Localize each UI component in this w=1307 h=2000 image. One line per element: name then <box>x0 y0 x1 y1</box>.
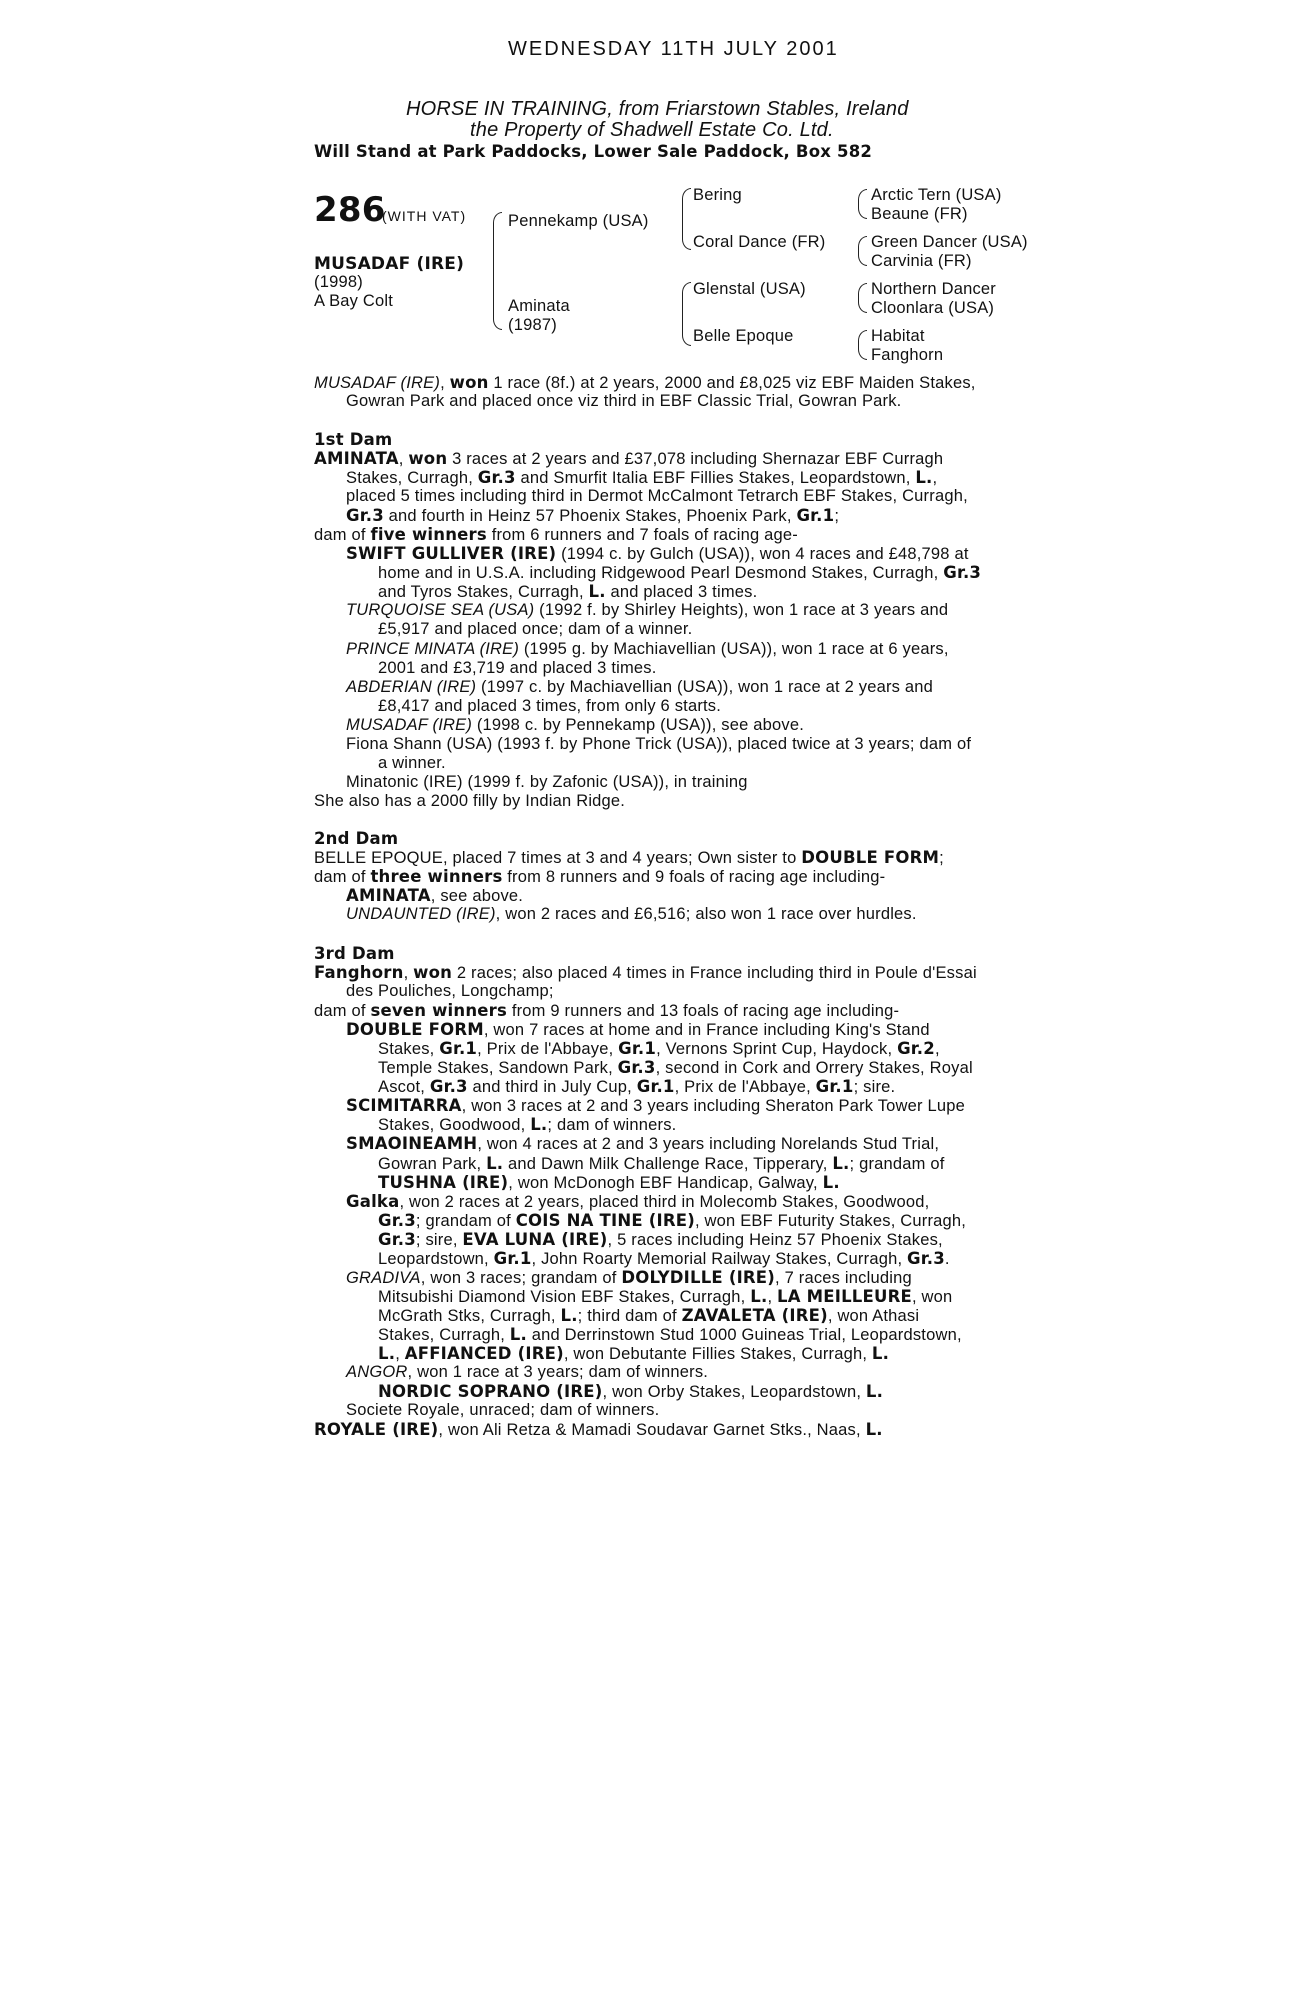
bold-term: Gr.3 <box>943 563 982 583</box>
pedigree-dsd: Cloonlara (USA) <box>871 299 995 317</box>
bold-term: SMAOINEAMH <box>346 1134 478 1154</box>
third-dam-heading: 3rd Dam <box>314 944 395 963</box>
italic-horse-name: UNDAUNTED (IRE) <box>346 905 496 924</box>
bold-term: five winners <box>370 525 487 545</box>
bold-term: won <box>413 963 453 982</box>
bold-term: three winners <box>370 867 503 887</box>
pedigree-sire-sire: Bering <box>693 186 742 204</box>
dam1-line: dam of five winners from 6 runners and 7 foals of racing age- <box>314 525 798 545</box>
dam3-line: Ascot, Gr.3 and third in July Cup, Gr.1, Prix de l'Abbaye, Gr.1; sire. <box>378 1077 896 1097</box>
dam3-line: Mitsubishi Diamond Vision EBF Stakes, Curragh, L., LA MEILLEURE, won <box>378 1286 953 1306</box>
dam2-line: UNDAUNTED (IRE), won 2 races and £6,516; also won 1 race over hurdles. <box>346 905 917 924</box>
bold-term: Gr.1 <box>796 506 835 526</box>
italic-horse-name: TURQUOISE SEA (USA) <box>346 601 535 620</box>
dam3-line: McGrath Stks, Curragh, L.; third dam of ZAVALETA (IRE), won Athasi <box>378 1305 920 1325</box>
dam3-line: DOUBLE FORM, won 7 races at home and in France including King's Stand <box>346 1020 930 1040</box>
horse-year: (1998) <box>314 273 363 291</box>
bold-term: Gr.3 <box>617 1058 656 1078</box>
bold-term: Gr.3 <box>378 1210 416 1230</box>
sale-date: WEDNESDAY 11TH JULY 2001 <box>508 38 839 60</box>
sire-dam-brace <box>493 212 502 330</box>
brace-4b <box>858 236 867 266</box>
bold-term: AMINATA <box>346 886 431 906</box>
bold-term: L. <box>865 1420 883 1440</box>
bold-term: DOUBLE FORM <box>801 848 940 867</box>
dam1-line: placed 5 times including third in Dermot McCalmont Tetrarch EBF Stakes, Curragh, <box>346 487 968 506</box>
dam1-line: £8,417 and placed 3 times, from only 6 starts. <box>378 696 722 715</box>
bold-term: L. <box>560 1305 578 1325</box>
bold-term: Gr.1 <box>493 1248 532 1268</box>
italic-horse-name: ANGOR <box>346 1363 408 1382</box>
dam3-line: Temple Stakes, Sandown Park, Gr.3, second in Cork and Orrery Stakes, Royal <box>378 1058 973 1078</box>
bold-term: seven winners <box>370 1001 508 1021</box>
dam1-line: 2001 and £3,719 and placed 3 times. <box>378 658 657 677</box>
bold-term: Gr.1 <box>618 1039 657 1059</box>
bold-term: Gr.3 <box>429 1077 468 1097</box>
property-line: the Property of Shadwell Estate Co. Ltd. <box>470 119 834 141</box>
bold-term: L. <box>822 1172 840 1192</box>
dam3-line: Stakes, Gr.1, Prix de l'Abbaye, Gr.1, Vernons Sprint Cup, Haydock, Gr.2, <box>378 1039 940 1059</box>
dam3-line: Stakes, Curragh, L. and Derrinstown Stud 1000 Guineas Trial, Leopardstown, <box>378 1324 962 1344</box>
brace-4d <box>858 330 867 360</box>
bold-term: Gr.1 <box>815 1077 854 1097</box>
bold-term: Galka <box>346 1191 400 1211</box>
bold-term: Gr.3 <box>346 506 384 526</box>
pedigree-ddd: Fanghorn <box>871 346 944 364</box>
bold-term: ROYALE (IRE) <box>314 1420 439 1440</box>
bold-term: L. <box>832 1153 850 1173</box>
dam1-line: SWIFT GULLIVER (IRE) (1994 c. by Gulch (USA)), won 4 races and £48,798 at <box>346 544 969 564</box>
intro-line-2: Gowran Park and placed once viz third in EBF Classic Trial, Gowran Park. <box>346 392 902 410</box>
dam3-line: L., AFFIANCED (IRE), won Debutante Fillies Stakes, Curragh, L. <box>378 1344 890 1363</box>
dam1-line: a winner. <box>378 753 446 772</box>
dam2-line: AMINATA, see above. <box>346 886 524 906</box>
dam3-line: SMAOINEAMH, won 4 races at 2 and 3 years including Norelands Stud Trial, <box>346 1134 940 1154</box>
dam-line-brace <box>682 282 691 346</box>
italic-horse-name: GRADIVA <box>346 1268 421 1287</box>
dam1-line: Minatonic (IRE) (1999 f. by Zafonic (USA)), in training <box>346 772 748 791</box>
intro-line-1: MUSADAF (IRE), won 1 race (8f.) at 2 years, 2000 and £8,025 viz EBF Maiden Stakes, <box>314 373 976 392</box>
bold-term: Gr.3 <box>907 1248 945 1268</box>
horse-in-training-line: HORSE IN TRAINING, from Friarstown Stables, Ireland <box>406 98 909 120</box>
dam3-line: Galka, won 2 races at 2 years, placed third in Molecomb Stakes, Goodwood, <box>346 1191 930 1211</box>
italic-horse-name: PRINCE MINATA (IRE) <box>346 639 520 658</box>
dam2-line: dam of three winners from 8 runners and 9 foals of racing age including- <box>314 867 886 887</box>
bold-term: L. <box>871 1344 890 1363</box>
pedigree-dam: Aminata <box>508 297 570 315</box>
pedigree-dss: Northern Dancer <box>871 280 996 298</box>
dam3-line: SCIMITARRA, won 3 races at 2 and 3 years including Sheraton Park Tower Lupe <box>346 1096 966 1116</box>
dam1-line: She also has a 2000 filly by Indian Ridge. <box>314 791 626 810</box>
dam3-line: Gr.3; grandam of COIS NA TINE (IRE), won EBF Futurity Stakes, Curragh, <box>378 1210 967 1230</box>
bold-term: SWIFT GULLIVER (IRE) <box>346 544 557 564</box>
dam1-line: AMINATA, won 3 races at 2 years and £37,078 including Shernazar EBF Curragh <box>314 449 944 468</box>
dam1-line: £5,917 and placed once; dam of a winner. <box>378 620 693 639</box>
bold-term: AMINATA <box>314 449 399 468</box>
dam1-line: Fiona Shann (USA) (1993 f. by Phone Trick (USA)), placed twice at 3 years; dam of <box>346 734 972 753</box>
dam1-line: Gr.3 and fourth in Heinz 57 Phoenix Stakes, Phoenix Park, Gr.1; <box>346 506 840 526</box>
bold-term: L. <box>588 582 606 602</box>
dam1-line: PRINCE MINATA (IRE) (1995 g. by Machiavellian (USA)), won 1 race at 6 years, <box>346 639 949 658</box>
bold-term: Gr.3 <box>477 468 516 488</box>
bold-term: Gr.1 <box>439 1039 478 1059</box>
bold-term: ZAVALETA (IRE) <box>681 1305 828 1325</box>
dam3-line: Gr.3; sire, EVA LUNA (IRE), 5 races including Heinz 57 Phoenix Stakes, <box>378 1229 943 1249</box>
first-dam-heading: 1st Dam <box>314 430 393 449</box>
pedigree-dam-dam: Belle Epoque <box>693 327 794 345</box>
bold-term: L. <box>486 1153 504 1173</box>
pedigree-sss: Arctic Tern (USA) <box>871 186 1002 204</box>
pedigree-dam-year: (1987) <box>508 316 557 334</box>
bold-term: Gr.2 <box>897 1039 935 1059</box>
dam3-line: NORDIC SOPRANO (IRE), won Orby Stakes, Leopardstown, L. <box>378 1382 884 1402</box>
dam2-line: BELLE EPOQUE, placed 7 times at 3 and 4 years; Own sister to DOUBLE FORM; <box>314 848 944 867</box>
dam1-line: TURQUOISE SEA (USA) (1992 f. by Shirley Heights), won 1 race at 3 years and <box>346 601 949 620</box>
bold-term: SCIMITARRA <box>346 1096 462 1116</box>
dam3-line: GRADIVA, won 3 races; grandam of DOLYDILLE (IRE), 7 races including <box>346 1267 912 1287</box>
dam3-line: Fanghorn, won 2 races; also placed 4 times in France including third in Poule d'Essai <box>314 963 977 982</box>
second-dam-heading: 2nd Dam <box>314 829 399 848</box>
dam3-line: des Pouliches, Longchamp; <box>346 982 554 1001</box>
bold-term: Gr.1 <box>636 1077 675 1097</box>
pedigree-dds: Habitat <box>871 327 925 345</box>
stand-location: Will Stand at Park Paddocks, Lower Sale Paddock, Box 582 <box>314 142 873 161</box>
pedigree-sire-dam: Coral Dance (FR) <box>693 233 826 251</box>
dam3-line: ROYALE (IRE), won Ali Retza & Mamadi Soudavar Garnet Stks., Naas, L. <box>314 1420 883 1440</box>
bold-term: L. <box>915 468 933 488</box>
bold-term: AFFIANCED (IRE) <box>404 1344 564 1363</box>
horse-description: A Bay Colt <box>314 292 394 310</box>
italic-horse-name: ABDERIAN (IRE) <box>346 677 477 696</box>
bold-term: L. <box>530 1115 548 1135</box>
bold-term: TUSHNA (IRE) <box>378 1172 509 1192</box>
brace-4c <box>858 283 867 313</box>
dam1-line: and Tyros Stakes, Curragh, L. and placed 3 times. <box>378 582 758 602</box>
bold-term: COIS NA TINE (IRE) <box>515 1210 695 1230</box>
bold-term: L. <box>865 1382 884 1402</box>
bold-term: NORDIC SOPRANO (IRE) <box>378 1382 603 1402</box>
horse-name: MUSADAF (IRE) <box>314 254 465 274</box>
bold-term: L. <box>509 1324 527 1344</box>
bold-term: DOLYDILLE (IRE) <box>621 1267 776 1287</box>
vat-note: (WITH VAT) <box>382 208 467 224</box>
brace-4a <box>858 189 867 219</box>
intro-won: won <box>449 373 489 392</box>
bold-term: DOUBLE FORM <box>346 1020 484 1040</box>
pedigree-sds: Green Dancer (USA) <box>871 233 1028 251</box>
bold-term: EVA LUNA (IRE) <box>462 1229 608 1249</box>
sire-line-brace <box>682 188 691 250</box>
pedigree-sire: Pennekamp (USA) <box>508 212 649 230</box>
dam1-line: home and in U.S.A. including Ridgewood Pearl Desmond Stakes, Curragh, Gr.3 <box>378 563 982 583</box>
bold-term: Fanghorn <box>314 963 404 982</box>
dam3-line: TUSHNA (IRE), won McDonogh EBF Handicap, Galway, L. <box>378 1172 840 1192</box>
bold-term: L. <box>750 1286 768 1306</box>
dam3-line: Societe Royale, unraced; dam of winners. <box>346 1401 660 1420</box>
intro-horse-name: MUSADAF (IRE) <box>314 374 441 392</box>
bold-term: won <box>408 449 448 468</box>
dam3-line: ANGOR, won 1 race at 3 years; dam of winners. <box>346 1363 709 1382</box>
pedigree-ssd: Beaune (FR) <box>871 205 968 223</box>
intro-text-1: 1 race (8f.) at 2 years, 2000 and £8,025 viz EBF Maiden Stakes, <box>488 374 976 392</box>
dam3-line: Stakes, Goodwood, L.; dam of winners. <box>378 1115 677 1135</box>
dam3-line: Gowran Park, L. and Dawn Milk Challenge Race, Tipperary, L.; grandam of <box>378 1153 945 1173</box>
dam1-line: MUSADAF (IRE) (1998 c. by Pennekamp (USA)), see above. <box>346 715 805 734</box>
dam1-line: Stakes, Curragh, Gr.3 and Smurfit Italia EBF Fillies Stakes, Leopardstown, L., <box>346 468 938 488</box>
bold-term: Gr.3 <box>378 1229 416 1249</box>
dam3-line: dam of seven winners from 9 runners and 13 foals of racing age including- <box>314 1001 900 1021</box>
italic-horse-name: MUSADAF (IRE) <box>346 715 473 734</box>
pedigree-dam-sire: Glenstal (USA) <box>693 280 806 298</box>
dam1-line: ABDERIAN (IRE) (1997 c. by Machiavellian (USA)), won 1 race at 2 years and <box>346 677 934 696</box>
pedigree-sdd: Carvinia (FR) <box>871 252 972 270</box>
lot-number: 286 <box>314 190 386 230</box>
bold-term: LA MEILLEURE <box>777 1286 912 1306</box>
dam3-line: Leopardstown, Gr.1, John Roarty Memorial Railway Stakes, Curragh, Gr.3. <box>378 1248 950 1268</box>
bold-term: L. <box>378 1344 396 1363</box>
